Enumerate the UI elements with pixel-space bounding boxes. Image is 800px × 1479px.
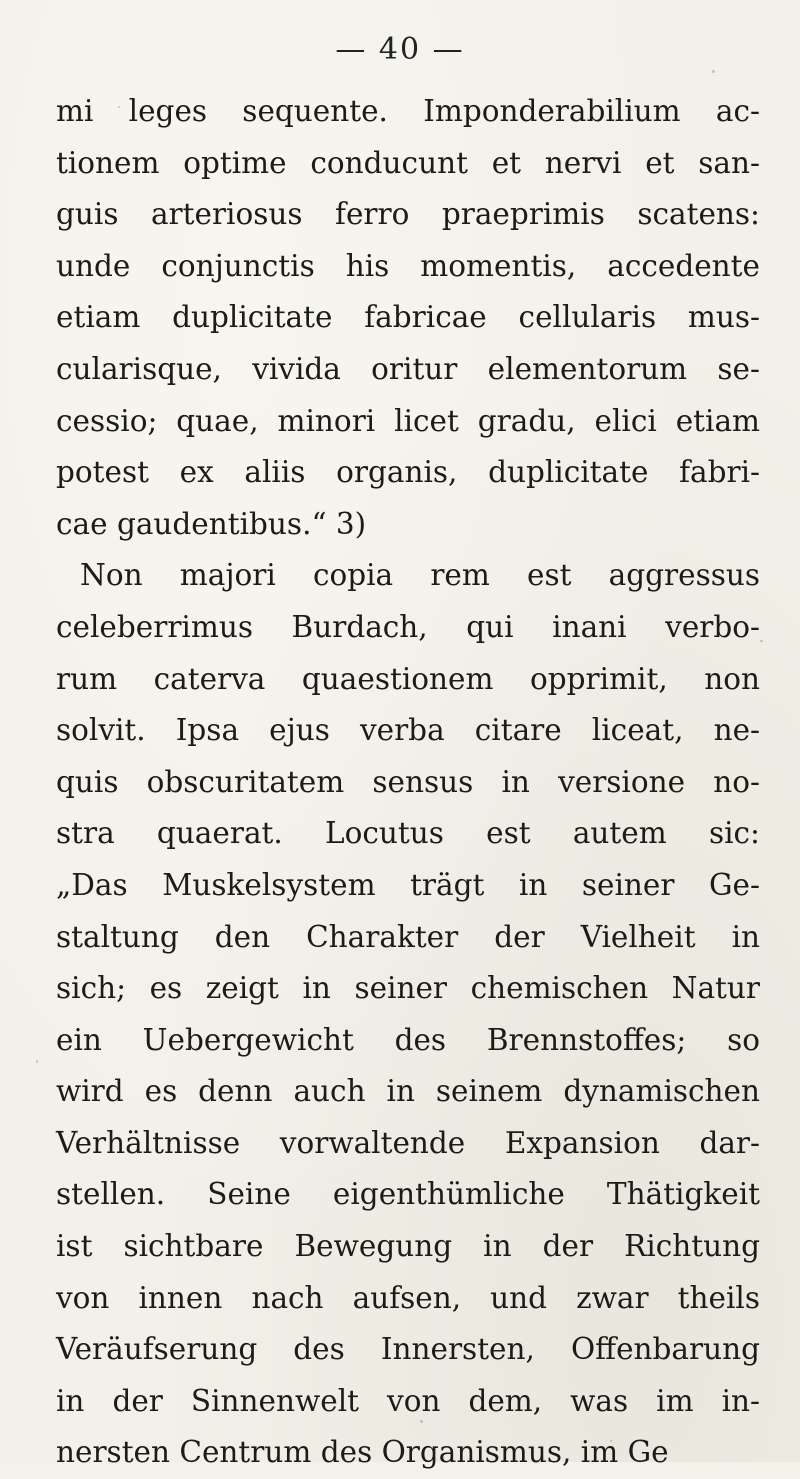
text-line: etiam duplicitate fabricae cellularis mus- bbox=[56, 300, 760, 335]
text-line: staltung den Charakter der Vielheit in bbox=[56, 919, 760, 954]
text-line: celeberrimus Burdach, qui inani verbo- bbox=[56, 609, 760, 644]
ink-speck bbox=[118, 106, 120, 108]
text-line: stellen. Seine eigenthümliche Thätigkeit bbox=[56, 1177, 760, 1212]
text-line: potest ex aliis organis, duplicitate fabri- bbox=[56, 455, 760, 490]
text-line: nersten Centrum des Organismus, im Ge bbox=[56, 1435, 669, 1470]
page-number: — 40 — bbox=[335, 32, 465, 67]
text-line: quis obscuritatem sensus in versione no- bbox=[56, 764, 760, 799]
text-line: stra quaerat. Locutus est autem sic: bbox=[56, 816, 760, 851]
text-line: ein Uebergewicht des Brennstoffes; so bbox=[56, 1022, 760, 1057]
text-line: wird es denn auch in seinem dynamischen bbox=[56, 1074, 760, 1109]
text-line: „Das Muskelsystem trägt in seiner Ge- bbox=[56, 867, 760, 902]
ink-speck bbox=[36, 1060, 38, 1063]
text-line: tionem optime conducunt et nervi et san- bbox=[56, 145, 760, 180]
ink-speck bbox=[420, 1420, 423, 1423]
text-line: sich; es zeigt in seiner chemischen Natur bbox=[56, 971, 760, 1006]
text-line: mi leges sequente. Imponderabilium ac- bbox=[56, 94, 760, 128]
text-line: cessio; quae, minori licet gradu, elici etiam bbox=[56, 403, 760, 438]
ink-speck bbox=[610, 1440, 612, 1442]
ink-speck bbox=[712, 70, 715, 73]
text-line: Verhältnisse vorwaltende Expansion dar- bbox=[56, 1125, 760, 1160]
text-line: guis arteriosus ferro praeprimis scatens: bbox=[56, 197, 760, 232]
text-line: cae gaudentibus.“ 3) bbox=[56, 506, 367, 541]
text-line: Non majori copia rem est aggressus bbox=[80, 558, 760, 593]
text-line: ist sichtbare Bewegung in der Richtung bbox=[56, 1229, 760, 1264]
text-line: in der Sinnenwelt von dem, was im in- bbox=[56, 1383, 760, 1418]
body-text bbox=[50, 86, 760, 1479]
text-line: solvit. Ipsa ejus verba citare liceat, ne- bbox=[56, 713, 760, 748]
text-line: unde conjunctis his momentis, accedente bbox=[56, 248, 760, 283]
text-line: rum caterva quaestionem opprimit, non bbox=[56, 661, 760, 696]
text-line: cularisque, vivida oritur elementorum se- bbox=[56, 351, 760, 386]
text-line: Veräufserung des Innersten, Offenbarung bbox=[56, 1332, 760, 1367]
ink-speck bbox=[760, 640, 763, 642]
text-line: von innen nach aufsen, und zwar theils bbox=[56, 1280, 760, 1315]
